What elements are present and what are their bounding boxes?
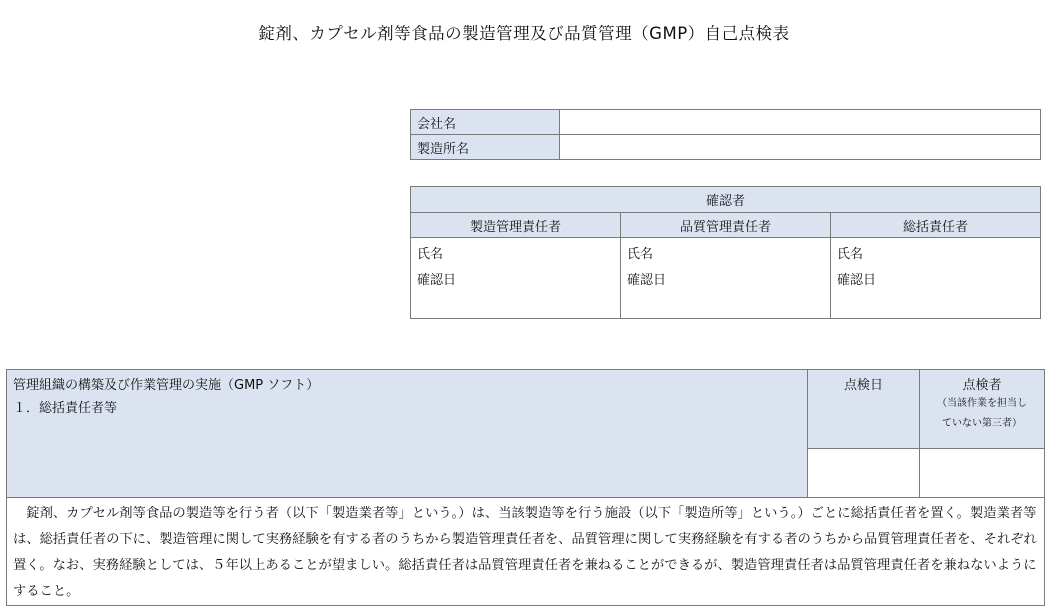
company-name-field[interactable] [560, 110, 1041, 135]
role-quality-manager: 品質管理責任者 [621, 213, 831, 238]
name-label: 氏名 [417, 247, 444, 262]
section-heading: 管理組織の構築及び作業管理の実施（GMP ソフト） [13, 378, 320, 393]
name-label: 氏名 [837, 247, 864, 262]
inspector-header [920, 370, 1045, 449]
section-header-cell [7, 370, 808, 498]
company-info-table [410, 109, 1041, 160]
section-item: １．総括責任者等 [13, 401, 118, 416]
confirm-date-label: 確認日 [837, 273, 877, 288]
inspector-note-2: ていない第三者） [942, 418, 1022, 429]
role-manufacturing-manager: 製造管理責任者 [411, 213, 621, 238]
confirmer-caption: 確認者 [411, 187, 1041, 213]
company-name-label: 会社名 [411, 110, 560, 135]
factory-name-label: 製造所名 [411, 135, 560, 160]
page-title: 錠剤、カプセル剤等食品の製造管理及び品質管理（GMP）自己点検表 [258, 24, 790, 43]
quality-manager-signoff-cell[interactable] [621, 238, 831, 319]
confirm-date-label: 確認日 [627, 273, 667, 288]
manufacturing-manager-signoff-cell[interactable] [411, 238, 621, 319]
inspector-label: 点検者 [962, 378, 1002, 393]
inspection-date-header [808, 370, 920, 449]
general-manager-signoff-cell[interactable] [831, 238, 1041, 319]
self-inspection-section [6, 369, 1045, 606]
inspector-field[interactable] [920, 449, 1045, 498]
role-general-manager: 総括責任者 [831, 213, 1041, 238]
factory-name-field[interactable] [560, 135, 1041, 160]
inspection-date-field[interactable] [808, 449, 920, 498]
confirm-date-label: 確認日 [417, 273, 457, 288]
inspection-date-label: 点検日 [843, 378, 883, 393]
inspector-note-1: （当該作業を担当し [937, 398, 1027, 409]
name-label: 氏名 [627, 247, 654, 262]
confirmer-table [410, 186, 1041, 319]
section-description: 錠剤、カプセル剤等食品の製造等を行う者（以下「製造業者等」という。）は、当該製造等を行う施設（以下「製造所等」という。）ごとに総括責任者を置く。製造業者等は、総括責任者の下に、製造管理に関して実務経験を有する者のうちから製造管理責任者を、品質管理に関して実務経験を有する者のうちから品質管理責任者を、それぞれ置く。なお、実務経験としては、５年以上あることが望ましい。総括責任者は品質管理責任者を兼ねることができるが、製造管理責任者は品質管理責任者を兼ねないようにすること。 [7, 498, 1045, 606]
